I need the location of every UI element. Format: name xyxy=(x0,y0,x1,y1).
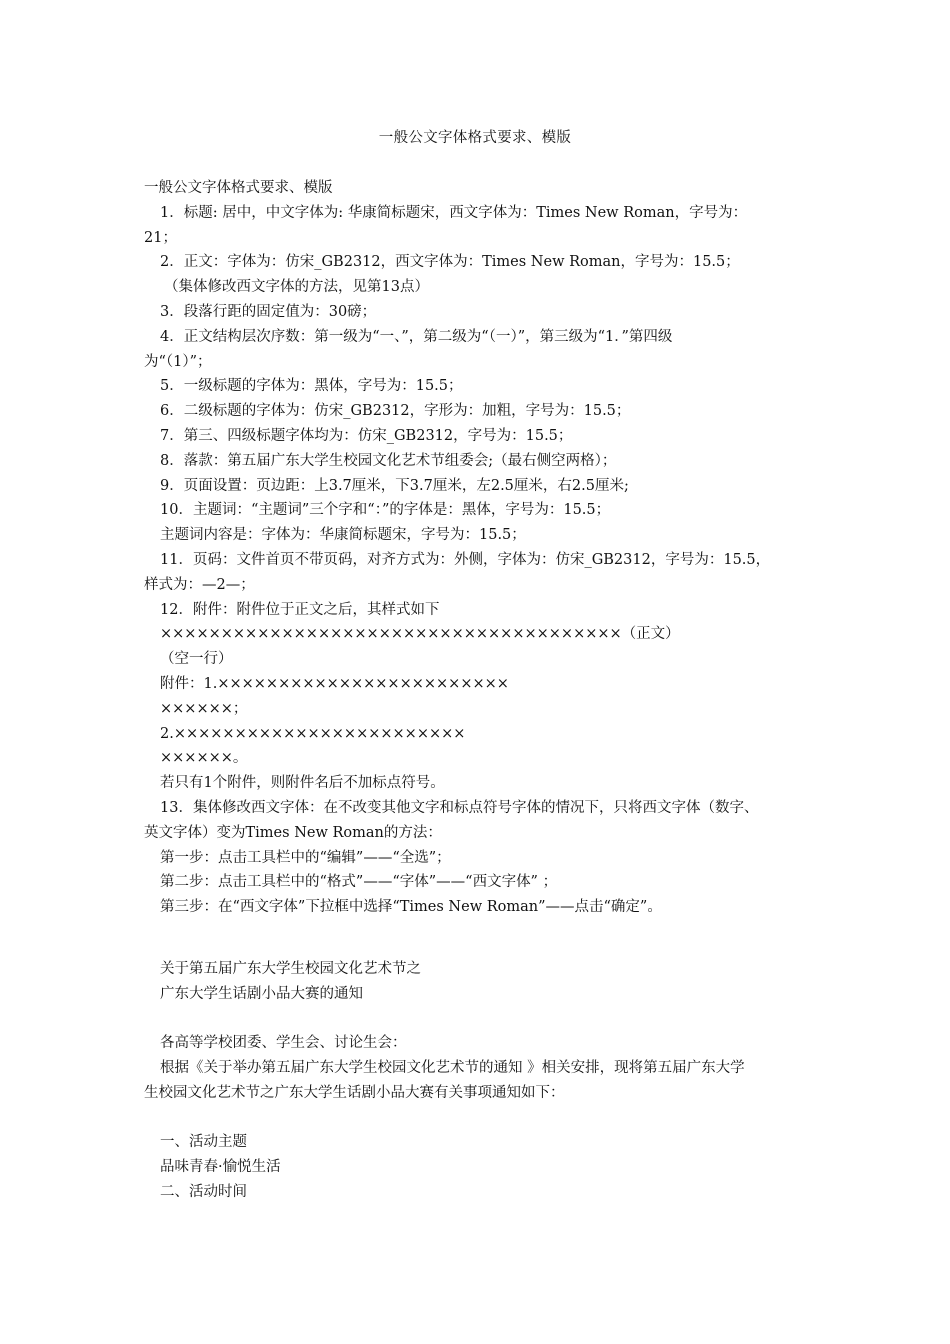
rule-12-attachment-1-cont: ××××××； xyxy=(160,700,248,717)
document-body xyxy=(144,176,812,1205)
rule-7: 7．第三、四级标题字体均为：仿宋_GB2312，字号为：15.5； xyxy=(160,427,573,444)
rule-2: 2．正文：字体为：仿宋_GB2312，西文字体为：Times New Roman，字号为：15.5； xyxy=(160,254,740,271)
rule-9: 9．页面设置：页边距：上3.7厘米，下3.7厘米，左2.5厘米，右2.5厘米; xyxy=(160,477,629,494)
notice-title-line-2: 广东大学生话剧小品大赛的通知 xyxy=(160,985,363,1002)
rule-12-blank-line: （空一行） xyxy=(160,651,233,668)
rule-12-note: 若只有1个附件，则附件名后不加标点符号。 xyxy=(160,775,445,792)
rule-5: 5．一级标题的字体为：黑体，字号为：15.5； xyxy=(160,378,463,395)
step-1: 第一步：点击工具栏中的“编辑”——“全选”； xyxy=(160,849,451,866)
spacer xyxy=(144,1007,812,1032)
rule-8: 8．落款：第五届广东大学生校园文化艺术节组委会;（最右侧空两格）； xyxy=(160,452,617,469)
rule-10: 10．主题词：“主题词”三个字和“：”的字体是：黑体，字号为：15.5； xyxy=(160,502,611,519)
rule-1-cont: 21； xyxy=(144,229,177,246)
notice-section-2: 二、活动时间 xyxy=(160,1184,247,1201)
rule-11: 11．页码：文件首页不带页码，对齐方式为：外侧，字体为：仿宋_GB2312，字号为：15.5， xyxy=(160,551,771,568)
step-3: 第三步：在“西文字体”下拉框中选择“Times New Roman”——点击“确定”。 xyxy=(160,899,662,916)
notice-body: 根据《关于举办第五届广东大学生校园文化艺术节的通知 》相关安排，现将第五届广东大学 xyxy=(160,1060,745,1077)
notice-salutation: 各高等学校团委、学生会、讨论生会： xyxy=(160,1035,407,1052)
rule-12-attachment-2-cont: ××××××。 xyxy=(160,750,248,767)
rule-4: 4．正文结构层次序数：第一级为“一、”，第二级为“（一）”，第三级为“1．”第四级 xyxy=(160,328,673,345)
rule-6: 6．二级标题的字体为：仿宋_GB2312，字形为：加粗，字号为：15.5； xyxy=(160,403,631,420)
rule-12-attachment-1: 附件：1.×××××××××××××××××××××××× xyxy=(160,675,509,692)
rule-12-placeholder: ××××××××××××××××××××××××××××××××××××××（正文） xyxy=(160,626,680,643)
spacer xyxy=(144,920,812,957)
rule-13: 13．集体修改西文字体：在不改变其他文字和标点符号字体的情况下，只将西文字体（数字、 xyxy=(160,799,759,816)
rule-4-cont: 为“（1）”； xyxy=(144,353,212,370)
rule-11-cont: 样式为：—2—； xyxy=(144,576,255,593)
rule-12: 12．附件：附件位于正文之后，其样式如下 xyxy=(160,601,440,618)
spacer xyxy=(144,1106,812,1131)
rule-1: 1．标题: 居中，中文字体为: 华康简标题宋，西文字体为：Times New Roman，字号为： xyxy=(160,204,748,221)
notice-theme: 品味青春·愉悦生活 xyxy=(160,1159,281,1176)
section-heading: 一般公文字体格式要求、模版 xyxy=(144,180,333,196)
rule-13-cont: 英文字体）变为Times New Roman的方法： xyxy=(144,824,442,841)
rule-3: 3．段落行距的固定值为：30磅； xyxy=(160,303,377,320)
notice-body-cont: 生校园文化艺术节之广东大学生话剧小品大赛有关事项通知如下： xyxy=(144,1084,565,1101)
document-title: 一般公文字体格式要求、模版 xyxy=(378,130,572,146)
rule-10-cont: 主题词内容是：字体为：华康简标题宋，字号为：15.5； xyxy=(160,527,526,544)
notice-section-1: 一、活动主题 xyxy=(160,1134,247,1151)
rule-12-attachment-2: 2.×××××××××××××××××××××××× xyxy=(160,725,466,742)
step-2: 第二步：点击工具栏中的“格式”——“字体”——“西文字体” ； xyxy=(160,874,558,891)
rule-2-note: （集体修改西文字体的方法，见第13点） xyxy=(164,279,429,296)
notice-title-line-1: 关于第五届广东大学生校园文化艺术节之 xyxy=(160,960,421,977)
